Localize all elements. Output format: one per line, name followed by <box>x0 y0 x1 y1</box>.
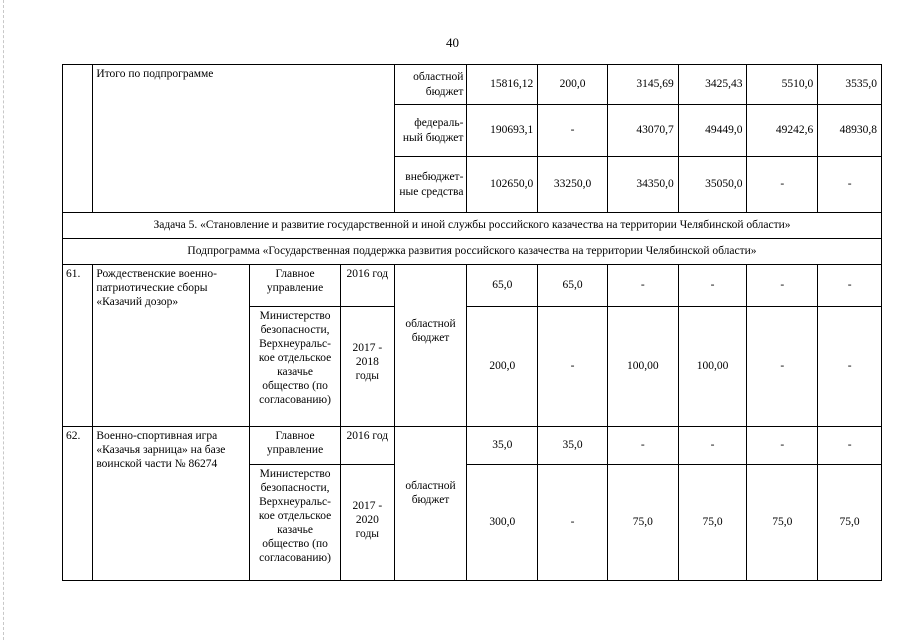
item-period: 2016 год <box>341 265 395 307</box>
item-value: 35,0 <box>467 427 538 465</box>
total-value: 33250,0 <box>538 157 608 213</box>
total-value: 5510,0 <box>747 65 818 105</box>
item-value: - <box>538 465 608 581</box>
total-value: - <box>747 157 818 213</box>
total-row-regional <box>63 65 882 105</box>
item-value: 65,0 <box>538 265 608 307</box>
item-executor: Министерство безопасности, Верхнеуральс-кое отдельское казачье общество (по согласованию) <box>250 465 341 581</box>
item-value: 300,0 <box>467 465 538 581</box>
total-source: внебюджет-ные средства <box>394 157 467 213</box>
item-name: Военно-спортивная игра «Казачья зарница» на базе воинской части № 86274 <box>93 427 250 581</box>
item-value: 75,0 <box>678 465 747 581</box>
item-value: - <box>538 307 608 427</box>
item-value: - <box>818 427 882 465</box>
total-value: - <box>818 157 882 213</box>
item-name: Рождественские военно-патриотические сборы «Казачий дозор» <box>93 265 250 427</box>
item-value: - <box>818 307 882 427</box>
total-value: - <box>538 105 608 157</box>
total-label: Итого по подпрограмме <box>93 65 394 213</box>
item-value: 100,00 <box>607 307 678 427</box>
item-number: 61. <box>63 265 93 427</box>
item-value: - <box>747 307 818 427</box>
total-value: 200,0 <box>538 65 608 105</box>
subprogram-heading: Подпрограмма «Государственная поддержка развития российского казачества на территории Челябинской области» <box>63 239 882 265</box>
item-value: 35,0 <box>538 427 608 465</box>
subprogram-heading-row <box>63 239 882 265</box>
total-value: 3425,43 <box>678 65 747 105</box>
item-value: 75,0 <box>747 465 818 581</box>
total-value: 35050,0 <box>678 157 747 213</box>
item-value: - <box>678 427 747 465</box>
item-value: - <box>818 265 882 307</box>
item-executor: Министерство безопасности, Верхнеуральс-кое отдельское казачье общество (по согласованию) <box>250 307 341 427</box>
item-value: 200,0 <box>467 307 538 427</box>
total-source: федераль-ный бюджет <box>394 105 467 157</box>
total-value: 49242,6 <box>747 105 818 157</box>
item-value: 65,0 <box>467 265 538 307</box>
item-value: 75,0 <box>818 465 882 581</box>
task-heading: Задача 5. «Становление и развитие государственной и иной службы российского казачества на территории Челябинской области» <box>63 213 882 239</box>
item-value: 100,00 <box>678 307 747 427</box>
total-value: 102650,0 <box>467 157 538 213</box>
item-executor: Главное управление <box>250 265 341 307</box>
item-period: 2016 год <box>341 427 395 465</box>
total-value: 190693,1 <box>467 105 538 157</box>
table-row <box>63 427 882 465</box>
task-heading-row <box>63 213 882 239</box>
item-value: - <box>747 427 818 465</box>
program-table <box>62 64 882 581</box>
item-period: 2017 - 2020 годы <box>341 465 395 581</box>
page-number: 40 <box>446 35 459 50</box>
total-value: 49449,0 <box>678 105 747 157</box>
total-value: 43070,7 <box>607 105 678 157</box>
scan-edge-line <box>3 0 4 640</box>
item-value: - <box>678 265 747 307</box>
table-row <box>63 265 882 307</box>
item-source: областной бюджет <box>394 427 467 581</box>
total-value: 34350,0 <box>607 157 678 213</box>
item-source: областной бюджет <box>394 265 467 427</box>
item-value: - <box>607 265 678 307</box>
item-period: 2017 - 2018 годы <box>341 307 395 427</box>
item-value: - <box>607 427 678 465</box>
item-value: - <box>747 265 818 307</box>
total-value: 48930,8 <box>818 105 882 157</box>
item-value: 75,0 <box>607 465 678 581</box>
total-num-cell <box>63 65 93 213</box>
item-executor: Главное управление <box>250 427 341 465</box>
total-value: 3145,69 <box>607 65 678 105</box>
item-number: 62. <box>63 427 93 581</box>
total-source: областной бюджет <box>394 65 467 105</box>
total-value: 15816,12 <box>467 65 538 105</box>
total-value: 3535,0 <box>818 65 882 105</box>
